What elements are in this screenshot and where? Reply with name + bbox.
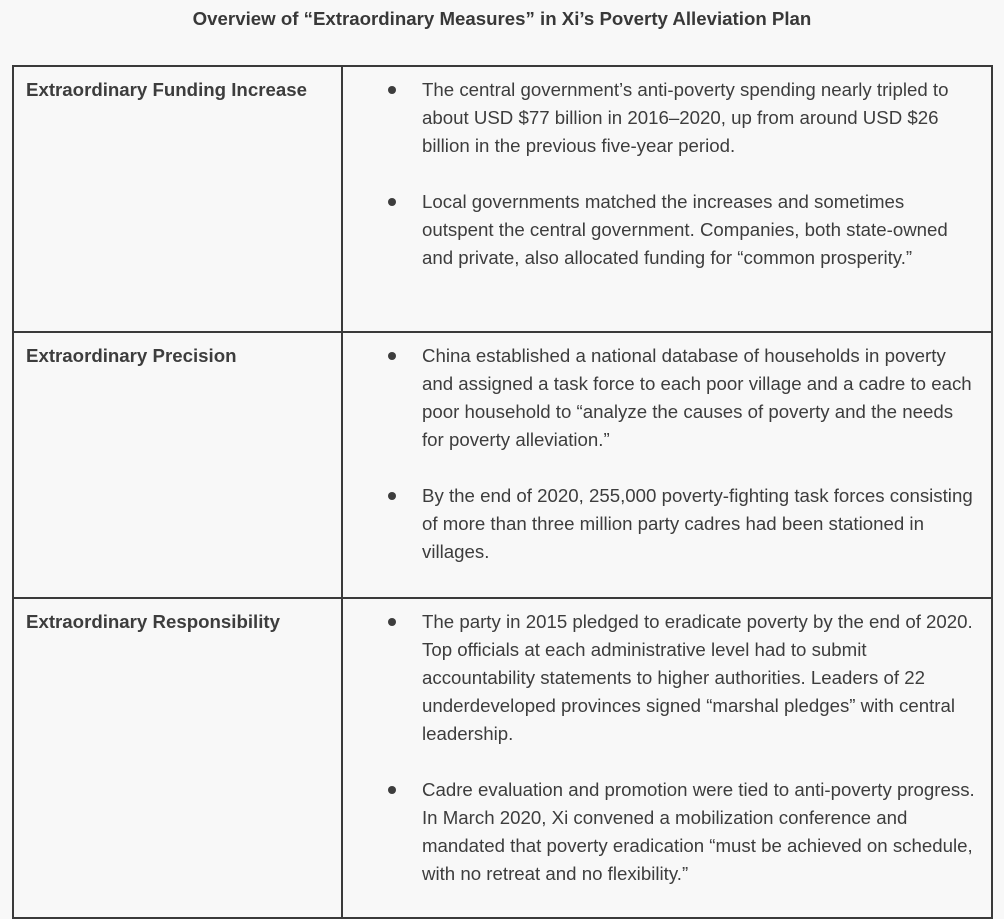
- bullet-text: China established a national database of households in poverty and assigned a task force to each poor village and a cadre to each poor household to “analyze the causes of poverty and the needs for poverty alleviation.”: [422, 345, 972, 450]
- measure-label: Extraordinary Precision: [26, 345, 237, 366]
- table-row: [13, 66, 992, 332]
- measure-cell: [13, 332, 342, 598]
- bullet-icon: [388, 86, 396, 94]
- bullet-item: [343, 776, 977, 888]
- page-title: Overview of “Extraordinary Measures” in Xi’s Poverty Alleviation Plan: [192, 8, 812, 29]
- bullet-icon: [388, 198, 396, 206]
- bullet-list: [343, 342, 977, 566]
- measure-label: Extraordinary Responsibility: [26, 611, 281, 632]
- measures-table: [12, 65, 993, 919]
- bullet-item: [343, 342, 977, 454]
- table-row: [13, 332, 992, 598]
- table-row: [13, 598, 992, 918]
- bullet-icon: [388, 352, 396, 360]
- bullet-list: [343, 608, 977, 888]
- measure-label: Extraordinary Funding Increase: [26, 79, 307, 100]
- bullet-item: [343, 482, 977, 566]
- bullet-text: Cadre evaluation and promotion were tied to anti-poverty progress. In March 2020, Xi convened a mobilization conference and mandated that poverty eradication “must be achieved on schedule, with no retreat and no flexibility.”: [422, 779, 975, 884]
- details-cell: [342, 66, 992, 332]
- bullet-text: The party in 2015 pledged to eradicate poverty by the end of 2020. Top officials at each administrative level had to submit accountability statements to higher authorities. Leaders of 22 underdeveloped provinces signed “marshal pledges” with central leadership.: [422, 611, 973, 744]
- bullet-text: The central government’s anti-poverty spending nearly tripled to about USD $77 billion in 2016–2020, up from around USD $26 billion in the previous five-year period.: [422, 79, 949, 156]
- bullet-text: Local governments matched the increases and sometimes outspent the central government. Companies, both state-owned and private, also allocated funding for “common prosperity.”: [422, 191, 948, 268]
- bullet-item: [343, 188, 977, 272]
- bullet-item: [343, 76, 977, 160]
- bullet-list: [343, 76, 977, 272]
- bullet-icon: [388, 786, 396, 794]
- details-cell: [342, 332, 992, 598]
- bullet-icon: [388, 618, 396, 626]
- bullet-text: By the end of 2020, 255,000 poverty-fighting task forces consisting of more than three million party cadres had been stationed in villages.: [422, 485, 973, 562]
- measure-cell: [13, 598, 342, 918]
- measure-cell: [13, 66, 342, 332]
- bullet-icon: [388, 492, 396, 500]
- bullet-item: [343, 608, 977, 748]
- details-cell: [342, 598, 992, 918]
